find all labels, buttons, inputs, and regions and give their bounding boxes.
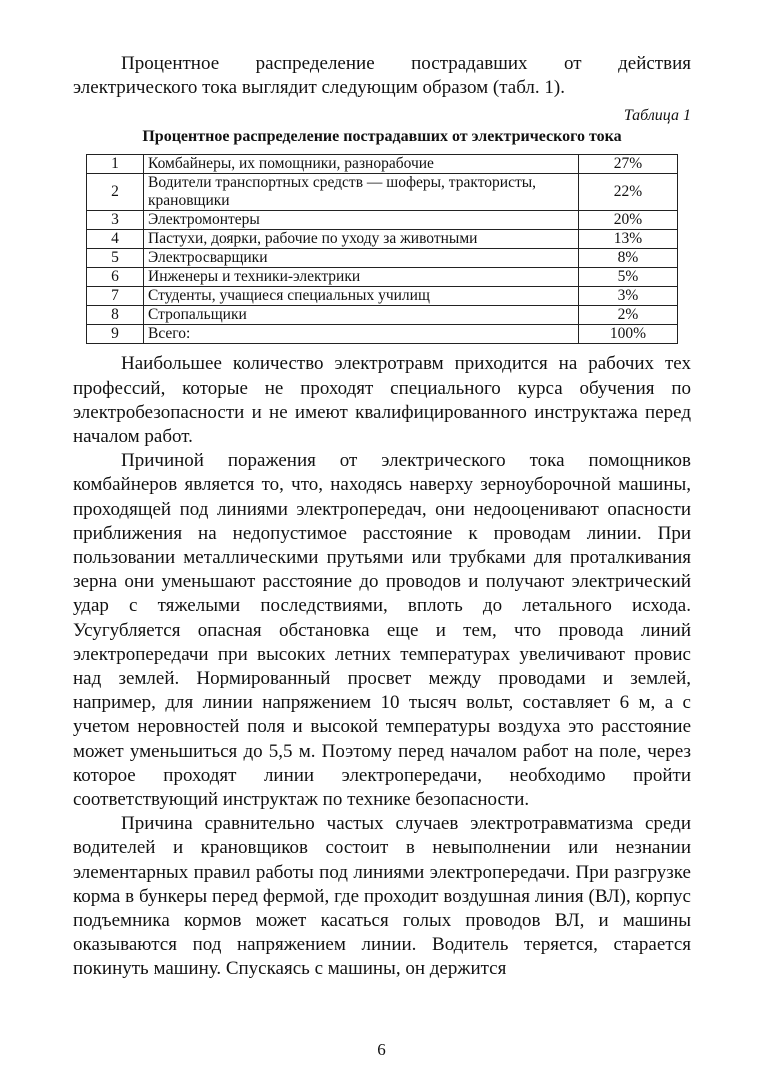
table-label: Таблица 1 bbox=[623, 107, 691, 125]
row-profession: Электромонтеры bbox=[144, 211, 579, 230]
row-percent: 20% bbox=[579, 211, 678, 230]
row-profession: Электросварщики bbox=[144, 249, 579, 268]
table-row-total bbox=[87, 325, 678, 344]
row-percent: 3% bbox=[579, 287, 678, 306]
row-profession: Водители транспортных средств — шоферы, трактористы, крановщики bbox=[144, 174, 579, 211]
table-row bbox=[87, 287, 678, 306]
row-percent: 13% bbox=[579, 230, 678, 249]
row-number: 1 bbox=[87, 155, 144, 174]
row-number: 2 bbox=[87, 174, 144, 211]
table-row bbox=[87, 230, 678, 249]
row-number: 7 bbox=[87, 287, 144, 306]
row-number: 9 bbox=[87, 325, 144, 344]
table-row bbox=[87, 249, 678, 268]
body-paragraph: Причиной поражения от электрического тока помощников комбайнеров является то, что, находясь наверху зерноуборочной машины, проходящей под линиями электропередач, они недооценивают опасности приближения на недопустимое расстояние к проводам линии. При пользовании металлическими прутьями или трубками для проталкивания зерна они уменьшают расстояние до проводов и получают электрический удар с тяжелыми последствиями, вплоть до летального исхода. Усугубляется опасная обстановка еще и тем, что провода линий электропередачи при высоких летних температурах увеличивают провис над землей. Нормированный просвет между проводами и землей, например, для линии напряжением 10 тысяч вольт, составляет 6 м, а с учетом неровностей поля и высокой температуры воздуха это расстояние может уменьшиться до 5,5 м. Поэтому перед началом работ на поле, через которое проходят линии электропередачи, необходимо пройти соответствующий инструктаж по технике безопасности. bbox=[73, 450, 691, 811]
table-row bbox=[87, 155, 678, 174]
row-number: 8 bbox=[87, 306, 144, 325]
row-profession: Инженеры и техники-электрики bbox=[144, 268, 579, 287]
spacer bbox=[73, 344, 691, 352]
row-number: 4 bbox=[87, 230, 144, 249]
table-row bbox=[87, 268, 678, 287]
page-content bbox=[73, 52, 691, 982]
row-percent: 8% bbox=[579, 249, 678, 268]
row-profession: Пастухи, доярки, рабочие по уходу за животными bbox=[144, 230, 579, 249]
row-percent: 27% bbox=[579, 155, 678, 174]
table-row bbox=[87, 306, 678, 325]
row-number: 3 bbox=[87, 211, 144, 230]
row-number: 5 bbox=[87, 249, 144, 268]
page-number: 6 bbox=[377, 1040, 386, 1059]
row-percent: 2% bbox=[579, 306, 678, 325]
row-profession: Студенты, учащиеся специальных училищ bbox=[144, 287, 579, 306]
victims-table bbox=[86, 154, 678, 344]
body-paragraph: Наибольшее количество электротравм приходится на рабочих тех профессий, которые не проходят специального курса обучения по электробезопасности и не имеют квалифицированного инструктажа перед началом работ. bbox=[73, 353, 691, 448]
table-row bbox=[87, 211, 678, 230]
body-paragraph: Причина сравнительно частых случаев электротравматизма среди водителей и крановщиков состоит в невыполнении или незнании элементарных правил работы под линиями электропередачи. При разгрузке корма в бункеры перед фермой, где проходит воздушная линия (ВЛ), корпус подъемника кормов может касаться голых проводов ВЛ, и машины оказываются под напряжением линии. Водитель теряется, старается покинуть машину. Спускаясь с машины, он держится bbox=[73, 813, 691, 980]
table-row bbox=[87, 174, 678, 211]
row-profession: Комбайнеры, их помощники, разнорабочие bbox=[144, 155, 579, 174]
table-title: Процентное распределение пострадавших от электрического тока bbox=[142, 128, 622, 146]
row-profession: Стропальщики bbox=[144, 306, 579, 325]
row-profession: Всего: bbox=[144, 325, 579, 344]
row-number: 6 bbox=[87, 268, 144, 287]
row-percent: 100% bbox=[579, 325, 678, 344]
intro-paragraph: Процентное распределение пострадавших от действия электрического тока выглядит следующим образом (табл. 1). bbox=[73, 53, 691, 99]
row-percent: 22% bbox=[579, 174, 678, 211]
row-percent: 5% bbox=[579, 268, 678, 287]
